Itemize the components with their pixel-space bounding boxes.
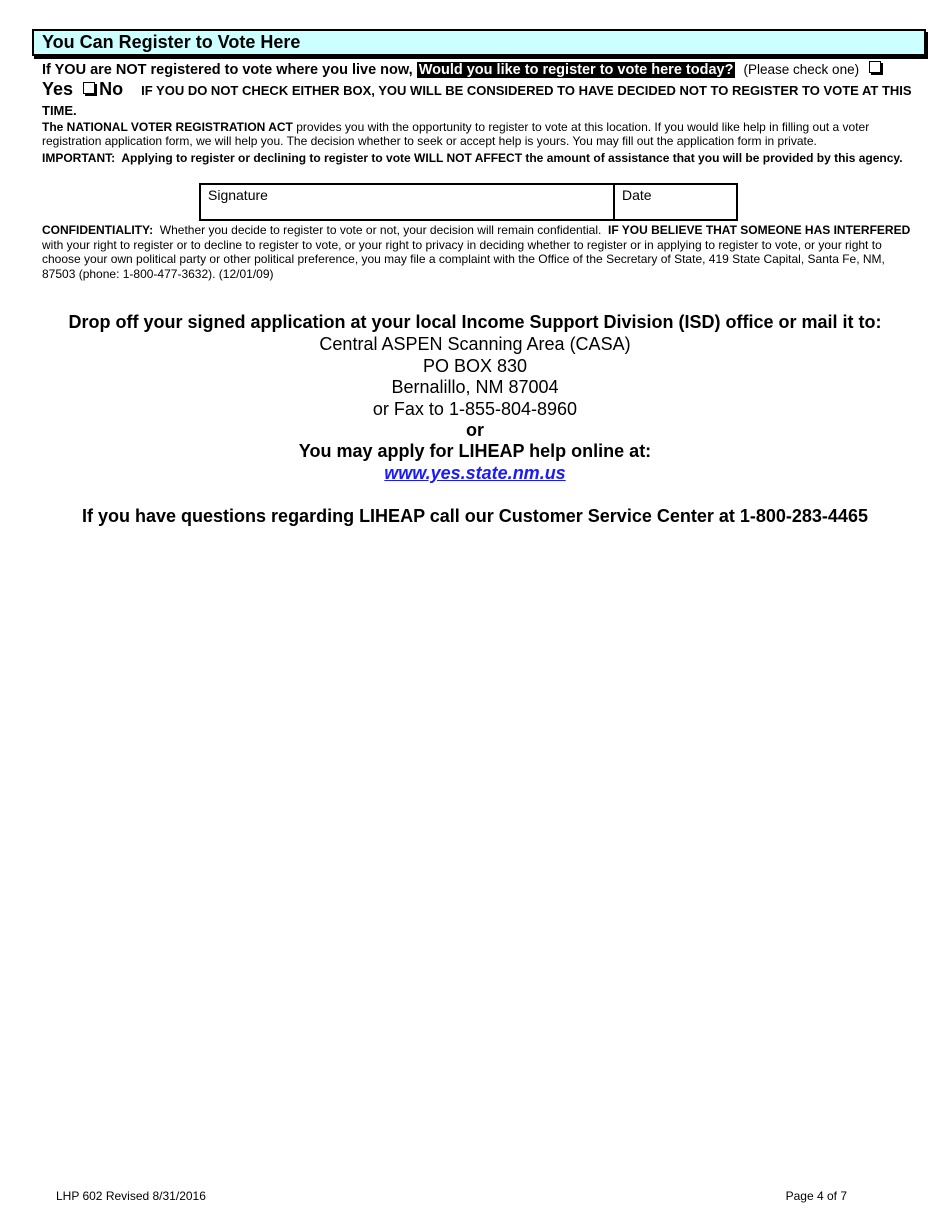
interference-heading: IF YOU BELIEVE THAT SOMEONE HAS INTERFERED [608,223,911,237]
page-number: Page 4 of 7 [785,1189,847,1203]
check-note: (Please check one) [743,62,860,77]
question-lead: If YOU are NOT registered to vote where you live now, [42,62,413,78]
important-label: IMPORTANT: [42,151,116,165]
address-line-2: PO BOX 830 [422,356,528,376]
confidentiality-label: CONFIDENTIALITY: [42,223,154,237]
checkbox-icon[interactable] [83,82,95,94]
important-text: Applying to register or declining to register to vote WILL NOT AFFECT the amount of assistance that you will be provided by this agency. [121,151,903,165]
complaint-text: with your right to register or to decline to register to vote, or your right to privacy in deciding whether to register or in applying to register to vote, or your right to choose your own political party or other political preference, you may file a complaint with the Office of the Secretary of State, 419 State Capital, Santa Fe, NM, 87503 (phone: 1-800-477-3632). (12/01/09) [42,237,885,281]
or-separator: or [466,420,484,440]
register-question [42,59,912,121]
signature-date-box [199,183,738,221]
date-label: Date [622,187,652,203]
no-option[interactable] [77,79,123,99]
yes-label: Yes [42,79,74,99]
checkbox-icon[interactable] [869,61,881,73]
no-label: No [99,79,124,99]
website-link[interactable]: www.yes.state.nm.us [384,463,566,483]
nvra-title: The NATIONAL VOTER REGISTRATION ACT [42,120,293,134]
online-apply-text: You may apply for LIHEAP help online at: [298,441,652,461]
confidentiality-paragraph [42,223,912,281]
nvra-text: provides you with the opportunity to register to vote at this location. If you would like help in filling out a voter registration application form, we will help you. The decision whether to seek or accept help is yours. You may fill out the application form in private. [42,120,870,148]
section-header: You Can Register to Vote Here [32,29,926,56]
question-highlight: Would you like to register to vote here today? [418,62,734,78]
fax-line: or Fax to 1-855-804-8960 [372,399,578,419]
important-paragraph [42,151,912,165]
date-field[interactable] [615,185,736,219]
form-id: LHP 602 Revised 8/31/2016 [56,1189,206,1203]
mailing-instruction: Drop off your signed application at your local Income Support Division (ISD) office or mail it to: [68,312,882,332]
address-line-3: Bernalillo, NM 87004 [391,377,559,397]
signature-label: Signature [208,187,268,203]
no-check-warning: IF YOU DO NOT CHECK EITHER BOX, YOU WILL BE CONSIDERED TO HAVE DECIDED NOT TO REGISTER TO VOTE AT THIS TIME. [42,83,912,118]
customer-service-text: If you have questions regarding LIHEAP call our Customer Service Center at 1-800-283-4465 [82,506,868,526]
confidentiality-text: Whether you decide to register to vote or not, your decision will remain confidential. [159,223,602,237]
nvra-paragraph [42,120,912,148]
signature-field[interactable] [201,185,615,219]
address-line-1: Central ASPEN Scanning Area (CASA) [319,334,631,354]
website-link-row [0,463,950,484]
